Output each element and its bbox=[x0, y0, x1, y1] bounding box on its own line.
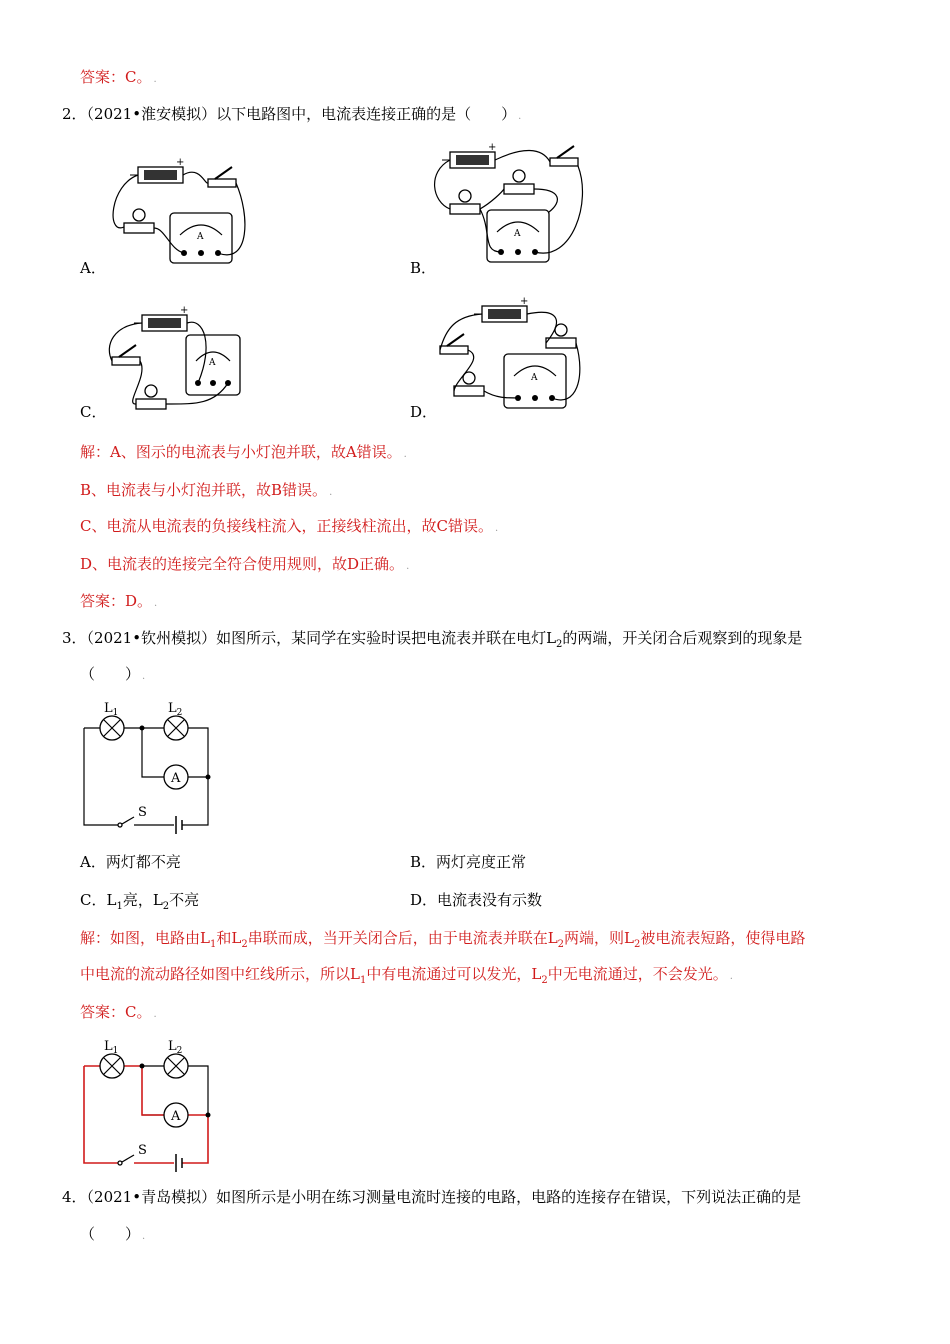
svg-text:A: A bbox=[209, 358, 216, 368]
q2-option-b-label: B． bbox=[410, 259, 437, 277]
svg-text:S: S bbox=[138, 1143, 147, 1158]
svg-text:L1: $L_1$ bbox=[104, 701, 119, 718]
q2-option-a-label: A． bbox=[80, 259, 106, 277]
svg-text:L1: $L_1$ bbox=[104, 1039, 119, 1056]
q2-solution-line-3: C、电流从电流表的负接线柱流入，正接线柱流出，故C错误。 . bbox=[80, 517, 499, 535]
q3-solution-line-2: 中电流的流动路径如图中红线所示，所以$L_1$中有电流通过可以发光，$L_2$中无电流通过，不会发光。 . bbox=[80, 965, 733, 986]
q2-solution-line-1: 解：A、图示的电流表与小灯泡并联，故A错误。 . bbox=[80, 443, 407, 461]
svg-text:+: + bbox=[176, 157, 185, 168]
q2-option-b-circuit-image bbox=[432, 142, 592, 272]
q3-option-d: D．电流表没有示数 bbox=[410, 891, 543, 909]
q4-stem: 4．（2021•青岛模拟）如图所示是小明在练习测量电流时连接的电路，电路的连接存在错误，下列说法正确的是 bbox=[62, 1188, 802, 1206]
q3-option-a: A．两灯都不亮 bbox=[80, 853, 181, 871]
q2-option-a-circuit-image bbox=[110, 155, 250, 270]
svg-text:A: A bbox=[514, 229, 521, 239]
q2-stem: 2．（2021•淮安模拟）以下电路图中，电流表连接正确的是（ ） . bbox=[62, 105, 522, 123]
q3-circuit-diagram bbox=[76, 695, 216, 835]
q2-option-d-circuit-image bbox=[436, 298, 586, 413]
q2-option-d-label: D． bbox=[410, 403, 438, 421]
q3-option-b: B．两灯亮度正常 bbox=[410, 853, 527, 871]
svg-text:S: S bbox=[138, 805, 147, 820]
svg-text:+: + bbox=[180, 305, 189, 316]
q4-paren: （ ） . bbox=[80, 1225, 146, 1243]
q3-answer: 答案：C。 . bbox=[80, 1003, 157, 1021]
svg-text:A: A bbox=[171, 1109, 181, 1124]
q2-solution-line-2: B、电流表与小灯泡并联，故B错误。 . bbox=[80, 481, 333, 499]
q1-answer: 答案：C。 . bbox=[80, 68, 157, 86]
q3-answer-circuit-diagram bbox=[76, 1033, 216, 1173]
svg-text:A: A bbox=[197, 232, 204, 242]
q3-paren: （ ） . bbox=[80, 665, 146, 683]
svg-text:A: A bbox=[171, 771, 181, 786]
svg-text:A: A bbox=[531, 373, 538, 383]
q3-option-c: C．$L_1$亮，$L_2$不亮 bbox=[80, 891, 200, 912]
svg-text:L2: $L_2$ bbox=[168, 1039, 183, 1056]
q2-option-c-label: C． bbox=[80, 403, 107, 421]
q2-solution-line-4: D、电流表的连接完全符合使用规则，故D正确。 . bbox=[80, 555, 410, 573]
q3-stem: 3．（2021•钦州模拟）如图所示，某同学在实验时误把电流表并联在电灯$L_2$的两端，开关闭合后观察到的现象是 bbox=[62, 629, 803, 650]
svg-text:+: + bbox=[520, 296, 529, 307]
q2-option-c-circuit-image bbox=[104, 305, 244, 415]
svg-text:+: + bbox=[488, 142, 497, 153]
q2-answer: 答案：D。 . bbox=[80, 592, 158, 610]
q3-solution-line-1: 解：如图，电路由$L_1$和$L_2$串联而成，当开关闭合后，由于电流表并联在$L_2$两端，则$L_2$被电流表短路，使得电路 bbox=[80, 929, 806, 950]
svg-text:L2: $L_2$ bbox=[168, 701, 183, 718]
